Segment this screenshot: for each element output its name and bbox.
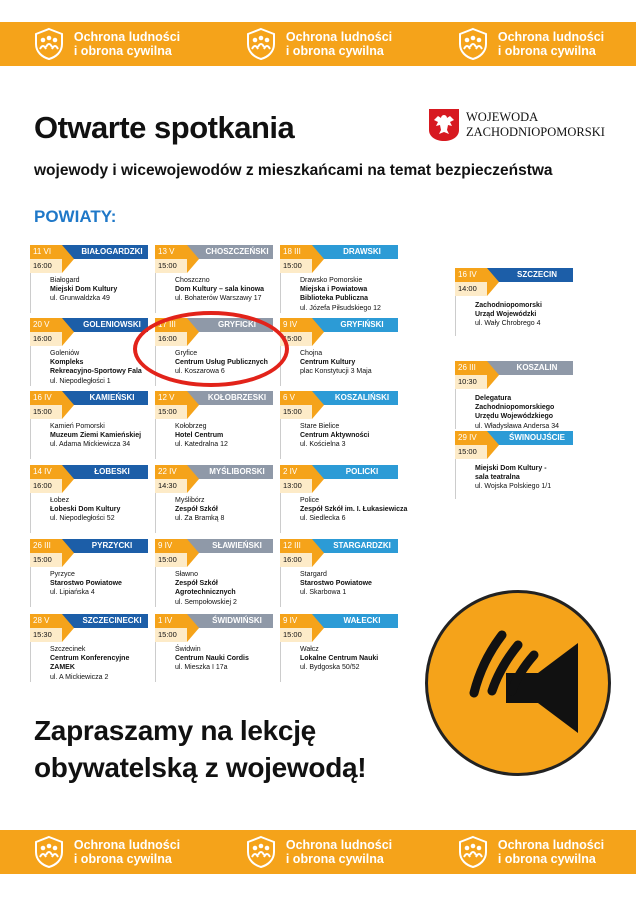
county-name: GOLENIOWSKI (83, 320, 141, 329)
venue-line: Lokalne Centrum Nauki (300, 655, 379, 663)
meeting-date: 29 IV (455, 431, 487, 445)
meeting-time: 15:00 (280, 332, 312, 346)
people-shield-icon (244, 27, 278, 61)
voivode-label: WOJEWODA ZACHODNIOPOMORSKI (466, 110, 605, 139)
venue-line: ul. A Mickiewicza 2 (50, 673, 109, 681)
brand-logo-text: Ochrona ludności i obrona cywilna (497, 30, 605, 58)
venue-line: ul. Wały Chrobrego 4 (475, 320, 541, 328)
meeting-time: 15:00 (280, 259, 312, 273)
county-card (30, 539, 150, 607)
meeting-time: 15:00 (155, 628, 187, 642)
venue-details (50, 570, 170, 598)
venue-line: Kompleks (50, 359, 84, 367)
venue-details (300, 496, 420, 524)
county-name: ŁOBESKI (94, 467, 130, 476)
date-arrow (487, 361, 499, 389)
venue-details (175, 496, 295, 524)
card-divider (280, 567, 281, 607)
meeting-time: 15:00 (30, 405, 62, 419)
venue-line: ul. Koszarowa 6 (175, 368, 225, 376)
venue-line: ul. Kościelna 3 (300, 441, 346, 449)
date-arrow (487, 431, 499, 459)
venue-line: Centrum Aktywności (300, 432, 370, 440)
venue-details (175, 422, 295, 450)
call-to-action: Zapraszamy na lekcję obywatelską z wojewodą! (34, 715, 367, 783)
card-divider (155, 273, 156, 313)
venue-line: ul. Mieszka I 17a (175, 664, 228, 672)
meeting-time: 14:00 (455, 282, 487, 296)
venue-town: Police (300, 497, 320, 504)
county-card (455, 361, 575, 429)
meeting-time: 13:00 (280, 479, 312, 493)
meeting-date: 9 IV (280, 614, 312, 628)
date-arrow (187, 245, 199, 273)
page-subtitle: wojewody i wicewojewodów z mieszkańcami na temat bezpieczeństwa (34, 162, 553, 179)
people-shield-icon (244, 835, 278, 869)
date-arrow (62, 318, 74, 346)
card-divider (455, 459, 456, 499)
highlight-circle (133, 311, 289, 387)
county-name: ŚWIDWIŃSKI (212, 616, 262, 625)
voivode-logo (428, 108, 605, 142)
venue-line: Centrum Usług Publicznych (175, 359, 268, 367)
venue-town: Sławno (175, 571, 198, 578)
venue-town: Gryfice (175, 350, 198, 357)
card-divider (155, 493, 156, 533)
venue-town: Szczecinek (50, 646, 86, 653)
venue-line: ul. Katedralna 12 (175, 441, 228, 449)
venue-line: Muzeum Ziemi Kamieńskiej (50, 432, 142, 440)
meeting-time: 15:00 (155, 405, 187, 419)
venue-line: ul. Lipiańska 4 (50, 589, 95, 597)
county-name: WAŁECKI (343, 616, 381, 625)
footer-band (0, 830, 636, 874)
venue-details (300, 422, 420, 450)
brand-logo (244, 835, 392, 869)
meeting-date: 26 III (455, 361, 487, 375)
date-arrow (312, 318, 324, 346)
date-arrow (62, 465, 74, 493)
venue-details (175, 570, 295, 607)
speaker-badge (425, 590, 611, 776)
card-divider (280, 493, 281, 533)
venue-line: Zachodniopomorskiego (475, 404, 555, 412)
county-card (280, 391, 400, 459)
brand-logo-text: Ochrona ludności i obrona cywilna (73, 30, 181, 58)
county-card (30, 465, 150, 533)
venue-line: ul. Józefa Piłsudskiego 12 (300, 304, 381, 312)
meeting-date: 26 III (30, 539, 62, 553)
meeting-date: 12 III (280, 539, 312, 553)
card-divider (30, 419, 31, 459)
county-name: KOŁOBRZESKI (207, 393, 267, 402)
venue-line: Miejski Dom Kultury (50, 286, 118, 294)
venue-line: Zachodniopomorski (475, 302, 542, 309)
date-arrow (62, 539, 74, 567)
venue-line: ul. Władysława Andersa 34 (475, 422, 560, 430)
venue-details (50, 276, 170, 304)
venue-line: ul. Za Bramką 8 (175, 515, 225, 523)
polish-eagle-icon (428, 108, 460, 142)
county-name: SZCZECIN (517, 270, 557, 279)
venue-town: Choszczno (175, 277, 210, 284)
venue-line: plac Konstytucji 3 Maja (300, 368, 372, 376)
card-divider (155, 419, 156, 459)
county-card (455, 431, 575, 499)
county-name: CHOSZCZEŃSKI (205, 247, 269, 256)
county-card (280, 539, 400, 607)
date-arrow (62, 391, 74, 419)
venue-line: Centrum Kultury (300, 359, 356, 367)
county-card (30, 391, 150, 459)
county-card (155, 539, 275, 607)
county-name: KAMIEŃSKI (89, 393, 135, 402)
people-shield-icon (456, 27, 490, 61)
venue-town: Wałcz (300, 646, 319, 653)
venue-details (300, 276, 420, 313)
county-name: STARGARDZKI (333, 541, 391, 550)
venue-line: Dom Kultury – sala kinowa (175, 286, 265, 294)
meeting-time: 15:00 (455, 445, 487, 459)
venue-line: Zespół Szkół (175, 506, 218, 514)
meeting-time: 15:30 (30, 628, 62, 642)
people-shield-icon (32, 835, 66, 869)
meeting-date: 2 IV (280, 465, 312, 479)
meeting-date: 1 IV (155, 614, 187, 628)
county-name: KOSZALIN (516, 363, 558, 372)
date-arrow (312, 465, 324, 493)
meeting-date: 9 IV (155, 539, 187, 553)
county-card (280, 318, 400, 386)
meeting-date: 16 IV (455, 268, 487, 282)
venue-line: ul. Adama Mickiewicza 34 (50, 441, 131, 449)
county-card (30, 245, 150, 313)
header-band (0, 22, 636, 66)
venue-line: sala teatralna (475, 474, 520, 482)
meeting-time: 16:00 (280, 553, 312, 567)
venue-details (175, 645, 295, 673)
county-card (155, 245, 275, 313)
meeting-time: 16:00 (30, 332, 62, 346)
venue-line: Starostwo Powiatowe (50, 580, 122, 588)
venue-line: Rekreacyjno-Sportowy Fala (50, 368, 142, 376)
venue-details (50, 645, 170, 682)
brand-logo-text: Ochrona ludności i obrona cywilna (285, 30, 393, 58)
meeting-time: 16:00 (155, 332, 187, 346)
meeting-time: 16:00 (30, 259, 62, 273)
meeting-date: 11 VI (30, 245, 62, 259)
meeting-time: 15:00 (30, 553, 62, 567)
brand-logo (456, 835, 604, 869)
county-name: KOSZALIŃSKI (334, 393, 390, 402)
meeting-date: 14 IV (30, 465, 62, 479)
date-arrow (312, 245, 324, 273)
venue-line: Zespół Szkół (175, 580, 218, 588)
venue-line: Hotel Centrum (175, 432, 224, 440)
county-card (155, 465, 275, 533)
venue-line: Starostwo Powiatowe (300, 580, 372, 588)
card-divider (30, 567, 31, 607)
venue-details (300, 349, 420, 377)
venue-line: ul. Bydgoska 50/52 (300, 664, 360, 672)
venue-town: Stargard (300, 571, 327, 578)
card-divider (30, 642, 31, 682)
county-card (155, 614, 275, 682)
venue-line: Centrum Konferencyjne (50, 655, 130, 663)
brand-logo (32, 835, 180, 869)
venue-line: Centrum Nauki Cordis (175, 655, 249, 663)
venue-line: Miejski Dom Kultury - (475, 465, 547, 472)
date-arrow (62, 614, 74, 642)
meeting-time: 15:00 (155, 553, 187, 567)
venue-town: Kamień Pomorski (50, 423, 105, 430)
venue-line: Delegatura (475, 395, 512, 402)
venue-details (50, 496, 170, 524)
county-name: BIAŁOGARDZKI (81, 247, 143, 256)
venue-details (300, 645, 420, 673)
venue-line: ul. Niepodległości 52 (50, 515, 115, 523)
card-divider (30, 273, 31, 313)
venue-line: Miejska i Powiatowa (300, 286, 368, 294)
meeting-date: 22 IV (155, 465, 187, 479)
venue-details (475, 301, 595, 329)
meeting-time: 15:00 (280, 628, 312, 642)
venue-town: Łobez (50, 497, 70, 504)
date-arrow (312, 539, 324, 567)
brand-logo (32, 27, 180, 61)
meeting-time: 15:00 (280, 405, 312, 419)
section-heading: POWIATY: (34, 207, 117, 226)
meeting-date: 18 III (280, 245, 312, 259)
venue-town: Drawsko Pomorskie (300, 277, 363, 284)
venue-town: Białogard (50, 277, 80, 284)
card-divider (455, 296, 456, 336)
venue-line: ul. Sempołowskiej 2 (175, 598, 237, 606)
card-divider (30, 346, 31, 386)
venue-town: Goleniów (50, 350, 80, 357)
meeting-time: 10:30 (455, 375, 487, 389)
county-name: SZCZECINECKI (82, 616, 142, 625)
venue-town: Myślibórz (175, 497, 205, 504)
county-name: PYRZYCKI (91, 541, 133, 550)
venue-details (50, 422, 170, 450)
county-card (280, 614, 400, 682)
venue-details (475, 394, 595, 431)
venue-line: Zespół Szkół im. I. Łukasiewicza (300, 506, 408, 514)
venue-line: ul. Wojska Polskiego 1/1 (475, 483, 552, 491)
venue-town: Kołobrzeg (175, 423, 207, 430)
date-arrow (187, 465, 199, 493)
county-card (30, 614, 150, 682)
county-name: GRYFIŃSKI (340, 320, 384, 329)
brand-logo-text: Ochrona ludności i obrona cywilna (285, 838, 393, 866)
meeting-time: 14:30 (155, 479, 187, 493)
venue-line: Łobeski Dom Kultury (50, 506, 121, 514)
date-arrow (187, 391, 199, 419)
venue-line: ul. Grunwaldzka 49 (50, 295, 110, 303)
date-arrow (62, 245, 74, 273)
venue-town: Świdwin (175, 646, 201, 653)
venue-details (175, 276, 295, 304)
brand-logo-text: Ochrona ludności i obrona cywilna (497, 838, 605, 866)
county-name: SŁAWIEŃSKI (212, 541, 262, 550)
date-arrow (312, 614, 324, 642)
meeting-date: 16 IV (30, 391, 62, 405)
card-divider (155, 567, 156, 607)
meeting-date: 9 IV (280, 318, 312, 332)
date-arrow (187, 539, 199, 567)
venue-details (475, 464, 595, 492)
venue-line: Biblioteka Publiczna (300, 295, 369, 303)
card-divider (280, 419, 281, 459)
meeting-date: 12 V (155, 391, 187, 405)
venue-line: ul. Skarbowa 1 (300, 589, 347, 597)
brand-logo (456, 27, 604, 61)
county-name: GRYFICKI (218, 320, 256, 329)
county-card (30, 318, 150, 386)
meeting-time: 15:00 (155, 259, 187, 273)
county-name: MYŚLIBORSKI (209, 467, 265, 476)
county-name: ŚWINOUJŚCIE (508, 433, 565, 442)
venue-line: Urząd Wojewódzki (475, 311, 537, 319)
venue-line: ul. Siedlecka 6 (300, 515, 346, 523)
card-divider (30, 493, 31, 533)
venue-line: ZAMEK (50, 664, 75, 672)
page-title: Otwarte spotkania (34, 110, 295, 145)
venue-line: Agrotechnicznych (175, 589, 236, 597)
meeting-date: 17 III (155, 318, 187, 332)
meeting-time: 16:00 (30, 479, 62, 493)
date-arrow (312, 391, 324, 419)
county-card (155, 391, 275, 459)
county-card (280, 245, 400, 313)
people-shield-icon (32, 27, 66, 61)
card-divider (280, 273, 281, 313)
county-card (280, 465, 408, 533)
venue-line: ul. Bohaterów Warszawy 17 (175, 295, 262, 303)
card-divider (280, 642, 281, 682)
brand-logo-text: Ochrona ludności i obrona cywilna (73, 838, 181, 866)
card-divider (155, 642, 156, 682)
county-card (455, 268, 575, 336)
date-arrow (187, 614, 199, 642)
county-name: DRAWSKI (343, 247, 381, 256)
venue-town: Stare Bielice (300, 423, 340, 430)
venue-town: Pyrzyce (50, 571, 75, 578)
venue-town: Chojna (300, 350, 323, 357)
meeting-date: 6 V (280, 391, 312, 405)
venue-line: ul. Niepodległości 1 (50, 377, 111, 385)
date-arrow (487, 268, 499, 296)
card-divider (455, 389, 456, 429)
venue-details (300, 570, 420, 598)
meeting-date: 13 V (155, 245, 187, 259)
meeting-date: 20 V (30, 318, 62, 332)
venue-line: Urzędu Wojewódzkiego (475, 413, 554, 421)
speaker-icon (428, 593, 608, 773)
county-name: POLICKI (345, 467, 379, 476)
people-shield-icon (456, 835, 490, 869)
brand-logo (244, 27, 392, 61)
meeting-date: 28 V (30, 614, 62, 628)
